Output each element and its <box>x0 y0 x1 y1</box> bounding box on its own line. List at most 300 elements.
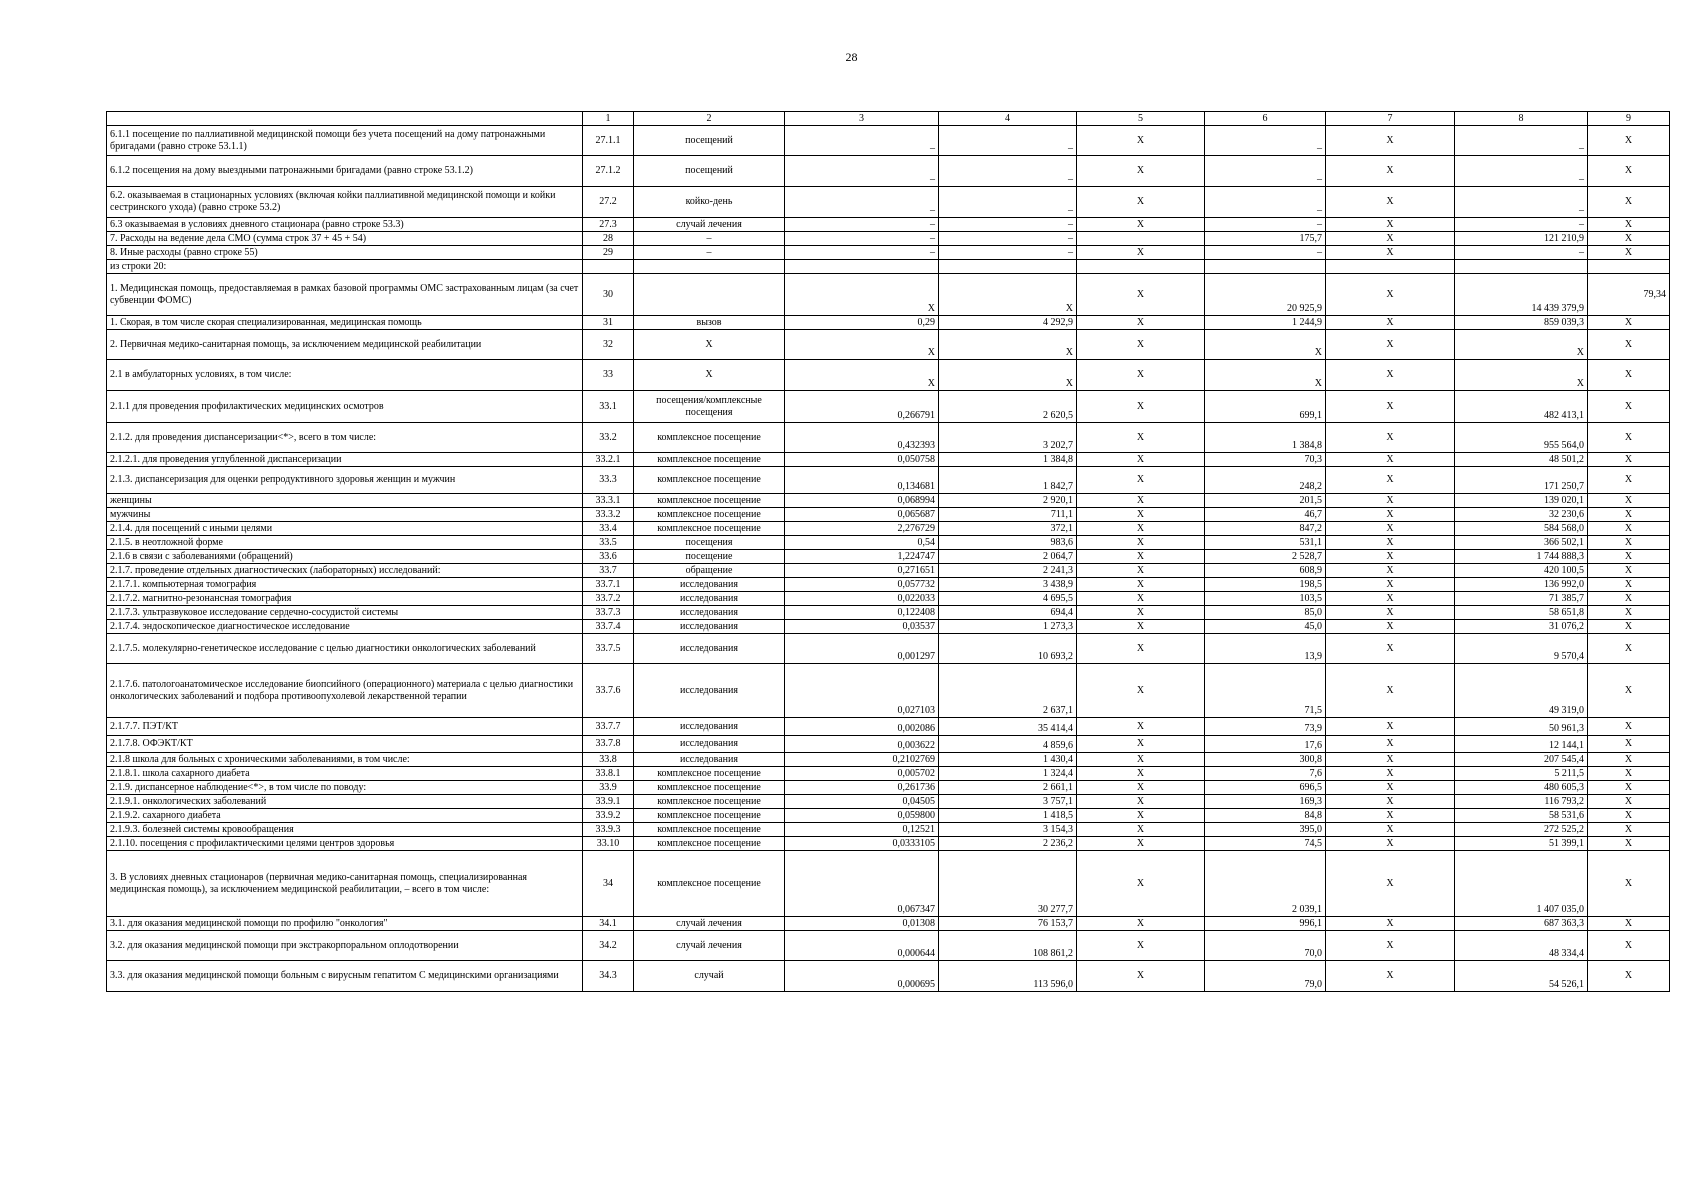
table-cell <box>1077 260 1205 274</box>
table-cell: 372,1 <box>939 522 1077 536</box>
table-cell: 27.1.1 <box>583 126 634 156</box>
table-cell: 34 <box>583 851 634 917</box>
table-cell: 2 241,3 <box>939 564 1077 578</box>
table-cell: – <box>1205 246 1326 260</box>
table-cell: X <box>1588 634 1670 664</box>
table-cell: 33.3.1 <box>583 494 634 508</box>
table-row <box>107 564 1670 578</box>
table-cell: X <box>1077 592 1205 606</box>
table-cell: комплексное посещение <box>634 809 785 823</box>
table-cell: 33.7.1 <box>583 578 634 592</box>
table-row <box>107 736 1670 753</box>
table-cell: посещений <box>634 126 785 156</box>
table-cell: 33.3 <box>583 467 634 494</box>
table-cell: X <box>1326 931 1455 961</box>
table-cell: 0,54 <box>785 536 939 550</box>
table-cell: 51 399,1 <box>1455 837 1588 851</box>
table-cell: вызов <box>634 316 785 330</box>
table-cell: 2 528,7 <box>1205 550 1326 564</box>
table-cell: X <box>1588 494 1670 508</box>
row-label-cell: 2.1.7.1. компьютерная томография <box>107 578 583 592</box>
row-label-cell: 2.1.4. для посещений с иными целями <box>107 522 583 536</box>
table-cell: – <box>785 246 939 260</box>
table-cell: 0,002086 <box>785 718 939 736</box>
table-cell: X <box>1326 522 1455 536</box>
row-label-cell: 7. Расходы на ведение дела СМО (сумма строк 37 + 45 + 54) <box>107 232 583 246</box>
table-cell: 0,04505 <box>785 795 939 809</box>
table-cell: посещения <box>634 536 785 550</box>
table-cell: 48 334,4 <box>1455 931 1588 961</box>
table-cell: 2 236,2 <box>939 837 1077 851</box>
table-cell: 48 501,2 <box>1455 453 1588 467</box>
table-cell: X <box>1326 767 1455 781</box>
table-cell: – <box>634 232 785 246</box>
table-cell: X <box>1326 851 1455 917</box>
table-cell: X <box>1326 536 1455 550</box>
table-cell: 121 210,9 <box>1455 232 1588 246</box>
table-cell: – <box>939 126 1077 156</box>
table-cell: 1 244,9 <box>1205 316 1326 330</box>
table-cell: X <box>1326 592 1455 606</box>
data-table <box>106 111 1670 992</box>
row-label-cell: 2.1.2.1. для проведения углубленной диспансеризации <box>107 453 583 467</box>
table-cell: 248,2 <box>1205 467 1326 494</box>
table-cell: 0,022033 <box>785 592 939 606</box>
table-cell: 33.7.4 <box>583 620 634 634</box>
table-row <box>107 187 1670 218</box>
table-cell: 33.3.2 <box>583 508 634 522</box>
row-label-cell: 2.1.7. проведение отдельных диагностических (лабораторных) исследований: <box>107 564 583 578</box>
header-cell: 4 <box>939 112 1077 126</box>
table-cell: 955 564,0 <box>1455 423 1588 453</box>
row-label-cell: 2.1.7.5. молекулярно-генетическое исследование с целью диагностики онкологических заболеваний <box>107 634 583 664</box>
table-cell: 33.1 <box>583 391 634 423</box>
table-cell: X <box>939 360 1077 391</box>
table-cell: X <box>1588 851 1670 917</box>
table-cell: – <box>785 187 939 218</box>
table-cell: комплексное посещение <box>634 453 785 467</box>
table-cell: 0,12521 <box>785 823 939 837</box>
table-cell: исследования <box>634 664 785 718</box>
table-cell: X <box>1326 795 1455 809</box>
table-cell: 482 413,1 <box>1455 391 1588 423</box>
row-label-cell: 2.1.9.3. болезней системы кровообращения <box>107 823 583 837</box>
table-cell: 30 <box>583 274 634 316</box>
table-cell: 608,9 <box>1205 564 1326 578</box>
table-cell: комплексное посещение <box>634 423 785 453</box>
table-cell: 31 <box>583 316 634 330</box>
row-label-cell: 2.1.5. в неотложной форме <box>107 536 583 550</box>
table-cell: X <box>1326 823 1455 837</box>
table-cell: X <box>1077 550 1205 564</box>
table-cell: 33.9.2 <box>583 809 634 823</box>
table-cell: X <box>1077 620 1205 634</box>
table-cell: X <box>1588 837 1670 851</box>
row-label-cell: 2.1.7.3. ультразвуковое исследование сердечно-сосудистой системы <box>107 606 583 620</box>
table-cell: комплексное посещение <box>634 522 785 536</box>
table-cell: 171 250,7 <box>1455 467 1588 494</box>
table-row <box>107 467 1670 494</box>
table-cell: – <box>1455 246 1588 260</box>
header-cell: 6 <box>1205 112 1326 126</box>
table-cell: 1,224747 <box>785 550 939 564</box>
table-cell: – <box>1455 156 1588 187</box>
table-cell: 0,01308 <box>785 917 939 931</box>
table-cell: исследования <box>634 592 785 606</box>
table-row <box>107 634 1670 664</box>
row-label-cell: 6.2. оказываемая в стационарных условиях (включая койки паллиативной медицинской помощи и койки сестринского ухода) (равно строке 53.2) <box>107 187 583 218</box>
table-cell: 50 961,3 <box>1455 718 1588 736</box>
table-cell: 13,9 <box>1205 634 1326 664</box>
table-cell: X <box>1588 536 1670 550</box>
table-cell: X <box>1588 316 1670 330</box>
table-cell: 0,065687 <box>785 508 939 522</box>
table-cell: – <box>1455 187 1588 218</box>
table-cell: 2 637,1 <box>939 664 1077 718</box>
table-row <box>107 330 1670 360</box>
table-cell: 0,134681 <box>785 467 939 494</box>
table-cell: X <box>1326 664 1455 718</box>
table-cell: X <box>1077 246 1205 260</box>
table-cell: 108 861,2 <box>939 931 1077 961</box>
row-label-cell: 6.3 оказываемая в условиях дневного стационара (равно строке 53.3) <box>107 218 583 232</box>
table-cell: X <box>1326 917 1455 931</box>
table-cell: – <box>785 156 939 187</box>
table-cell: 983,6 <box>939 536 1077 550</box>
table-cell: 0,067347 <box>785 851 939 917</box>
table-row <box>107 260 1670 274</box>
table-cell: 2 661,1 <box>939 781 1077 795</box>
table-cell: X <box>1326 550 1455 564</box>
table-cell: койко-день <box>634 187 785 218</box>
table-cell: – <box>1455 126 1588 156</box>
table-cell: X <box>1205 360 1326 391</box>
table-cell: X <box>1588 246 1670 260</box>
table-cell: комплексное посещение <box>634 508 785 522</box>
table-cell: 12 144,1 <box>1455 736 1588 753</box>
table-cell: 33.7 <box>583 564 634 578</box>
row-label-cell: 2.1 в амбулаторных условиях, в том числе: <box>107 360 583 391</box>
table-cell: 1 324,4 <box>939 767 1077 781</box>
table-cell: X <box>1588 187 1670 218</box>
table-cell: X <box>1588 718 1670 736</box>
table-cell: 33.8 <box>583 753 634 767</box>
table-cell: 33.7.2 <box>583 592 634 606</box>
table-header-row <box>107 112 1670 126</box>
table-cell: 74,5 <box>1205 837 1326 851</box>
table-cell: X <box>939 330 1077 360</box>
table-cell: X <box>1588 467 1670 494</box>
row-label-cell: 8. Иные расходы (равно строке 55) <box>107 246 583 260</box>
table-cell: X <box>1588 232 1670 246</box>
table-cell: 0,003622 <box>785 736 939 753</box>
table-cell: X <box>634 330 785 360</box>
table-cell: X <box>1077 453 1205 467</box>
table-cell: X <box>1588 917 1670 931</box>
table-row <box>107 360 1670 391</box>
table-cell: X <box>1588 578 1670 592</box>
table-row <box>107 550 1670 564</box>
row-label-cell: женщины <box>107 494 583 508</box>
table-cell: 1 430,4 <box>939 753 1077 767</box>
row-label-cell: 2.1.8 школа для больных с хроническими заболеваниями, в том числе: <box>107 753 583 767</box>
table-cell <box>1326 260 1455 274</box>
table-row <box>107 494 1670 508</box>
table-cell: – <box>785 126 939 156</box>
table-cell: – <box>634 246 785 260</box>
table-cell: X <box>1588 620 1670 634</box>
table-cell: 35 414,4 <box>939 718 1077 736</box>
table-row <box>107 232 1670 246</box>
table-cell: X <box>1326 578 1455 592</box>
table-cell: X <box>1077 274 1205 316</box>
table-cell: 847,2 <box>1205 522 1326 536</box>
table-cell: 79,34 <box>1588 274 1670 316</box>
table-row <box>107 218 1670 232</box>
table-cell: 207 545,4 <box>1455 753 1588 767</box>
table-cell: посещение <box>634 550 785 564</box>
table-cell: 4 292,9 <box>939 316 1077 330</box>
table-cell <box>634 260 785 274</box>
row-label-cell: 2.1.7.8. ОФЭКТ/КТ <box>107 736 583 753</box>
table-cell: – <box>1205 218 1326 232</box>
table-cell: X <box>1077 736 1205 753</box>
header-cell: 1 <box>583 112 634 126</box>
table-cell: 0,29 <box>785 316 939 330</box>
table-cell: 0,068994 <box>785 494 939 508</box>
table-cell: 33.2 <box>583 423 634 453</box>
table-row <box>107 837 1670 851</box>
table-cell: 54 526,1 <box>1455 961 1588 992</box>
table-cell: 45,0 <box>1205 620 1326 634</box>
table-cell: комплексное посещение <box>634 795 785 809</box>
table-cell: 300,8 <box>1205 753 1326 767</box>
table-cell: X <box>1077 467 1205 494</box>
table-cell: 0,001297 <box>785 634 939 664</box>
table-cell: исследования <box>634 753 785 767</box>
header-cell: 5 <box>1077 112 1205 126</box>
table-cell: 113 596,0 <box>939 961 1077 992</box>
table-cell: X <box>1326 391 1455 423</box>
table-cell: X <box>1588 795 1670 809</box>
table-row <box>107 246 1670 260</box>
table-cell: X <box>1588 664 1670 718</box>
table-cell: X <box>1588 330 1670 360</box>
header-cell: 3 <box>785 112 939 126</box>
table-cell: 0,122408 <box>785 606 939 620</box>
page-number: 28 <box>845 50 858 64</box>
table-cell: 79,0 <box>1205 961 1326 992</box>
table-cell: комплексное посещение <box>634 851 785 917</box>
table-cell: X <box>939 274 1077 316</box>
table-cell: 33.9 <box>583 781 634 795</box>
table-cell: X <box>1326 453 1455 467</box>
table-cell: X <box>1077 823 1205 837</box>
table-cell: комплексное посещение <box>634 494 785 508</box>
table-cell: X <box>1326 232 1455 246</box>
table-cell: 58 651,8 <box>1455 606 1588 620</box>
table-cell: исследования <box>634 718 785 736</box>
table-cell: 34.3 <box>583 961 634 992</box>
table-cell: 687 363,3 <box>1455 917 1588 931</box>
table-row <box>107 753 1670 767</box>
table-cell: X <box>1326 156 1455 187</box>
table-cell: – <box>1205 126 1326 156</box>
table-cell: X <box>1205 330 1326 360</box>
header-cell <box>107 112 583 126</box>
table-cell: 2 920,1 <box>939 494 1077 508</box>
table-cell: 71 385,7 <box>1455 592 1588 606</box>
table-cell: X <box>1326 187 1455 218</box>
row-label-cell: 1. Скорая, в том числе скорая специализированная, медицинская помощь <box>107 316 583 330</box>
table-cell: X <box>1077 851 1205 917</box>
row-label-cell: из строки 20: <box>107 260 583 274</box>
table-cell: комплексное посещение <box>634 837 785 851</box>
table-cell: 1 273,3 <box>939 620 1077 634</box>
table-cell: X <box>1326 564 1455 578</box>
table-cell: 33.4 <box>583 522 634 536</box>
table-cell: X <box>1077 809 1205 823</box>
table-cell: 696,5 <box>1205 781 1326 795</box>
table-cell: 28 <box>583 232 634 246</box>
table-cell: X <box>1455 360 1588 391</box>
table-row <box>107 809 1670 823</box>
table-cell: – <box>785 232 939 246</box>
table-cell: 0,266791 <box>785 391 939 423</box>
table-cell: 27.1.2 <box>583 156 634 187</box>
row-label-cell: 2.1.8.1. школа сахарного диабета <box>107 767 583 781</box>
table-cell: 1 418,5 <box>939 809 1077 823</box>
table-cell: посещения/комплексные посещения <box>634 391 785 423</box>
table-cell: 71,5 <box>1205 664 1326 718</box>
table-cell: X <box>1588 606 1670 620</box>
table-cell: X <box>1326 634 1455 664</box>
table-row <box>107 961 1670 992</box>
table-cell <box>1455 260 1588 274</box>
table-cell: X <box>1077 634 1205 664</box>
table-cell: 169,3 <box>1205 795 1326 809</box>
table-cell: X <box>1077 917 1205 931</box>
table-cell: случай лечения <box>634 917 785 931</box>
table-cell: 27.2 <box>583 187 634 218</box>
table-cell: 33.7.8 <box>583 736 634 753</box>
table-cell: 7,6 <box>1205 767 1326 781</box>
table-cell: – <box>1205 187 1326 218</box>
table-cell: 9 570,4 <box>1455 634 1588 664</box>
table-cell: X <box>1588 453 1670 467</box>
table-cell: X <box>1326 274 1455 316</box>
table-cell: 201,5 <box>1205 494 1326 508</box>
table-cell: X <box>1588 522 1670 536</box>
table-row <box>107 536 1670 550</box>
row-label-cell: 6.1.1 посещение по паллиативной медицинской помощи без учета посещений на дому патронажными бригадами (равно строке 53.1.1) <box>107 126 583 156</box>
table-row <box>107 274 1670 316</box>
table-cell: комплексное посещение <box>634 823 785 837</box>
table-cell: X <box>1588 592 1670 606</box>
row-label-cell: 2.1.3. диспансеризация для оценки репродуктивного здоровья женщин и мужчин <box>107 467 583 494</box>
table-cell: X <box>1077 767 1205 781</box>
table-cell: X <box>1326 837 1455 851</box>
table-row <box>107 126 1670 156</box>
table-cell: X <box>785 274 939 316</box>
table-cell: 29 <box>583 246 634 260</box>
table-cell: X <box>1326 809 1455 823</box>
table-cell: X <box>1588 126 1670 156</box>
table-cell: исследования <box>634 620 785 634</box>
table-row <box>107 851 1670 917</box>
row-label-cell: 2.1.6 в связи с заболеваниями (обращений) <box>107 550 583 564</box>
table-cell: 31 076,2 <box>1455 620 1588 634</box>
table-cell: 3 202,7 <box>939 423 1077 453</box>
table-cell: – <box>939 246 1077 260</box>
table-cell: 76 153,7 <box>939 917 1077 931</box>
table-row <box>107 606 1670 620</box>
row-label-cell: 2.1.7.4. эндоскопическое диагностическое исследование <box>107 620 583 634</box>
table-cell: X <box>1077 360 1205 391</box>
table-cell: исследования <box>634 634 785 664</box>
table-cell: 33.8.1 <box>583 767 634 781</box>
table-cell: X <box>1588 736 1670 753</box>
table-cell: 33.7.5 <box>583 634 634 664</box>
table-cell: X <box>1077 494 1205 508</box>
table-cell: 711,1 <box>939 508 1077 522</box>
row-label-cell: 6.1.2 посещения на дому выездными патронажными бригадами (равно строке 53.1.2) <box>107 156 583 187</box>
table-cell: X <box>1326 330 1455 360</box>
table-cell: X <box>1326 316 1455 330</box>
table-cell: 3 757,1 <box>939 795 1077 809</box>
table-cell: X <box>1077 522 1205 536</box>
table-cell: X <box>785 330 939 360</box>
row-label-cell: 2.1.9. диспансерное наблюдение<*>, в том числе по поводу: <box>107 781 583 795</box>
table-cell: 420 100,5 <box>1455 564 1588 578</box>
table-cell: 0,000644 <box>785 931 939 961</box>
table-cell: 10 693,2 <box>939 634 1077 664</box>
table-cell: 272 525,2 <box>1455 823 1588 837</box>
table-cell: – <box>939 187 1077 218</box>
table-cell: 5 211,5 <box>1455 767 1588 781</box>
table-row <box>107 423 1670 453</box>
table-cell: X <box>1326 467 1455 494</box>
table-cell: X <box>1077 564 1205 578</box>
table-cell <box>634 274 785 316</box>
table-cell: X <box>1077 508 1205 522</box>
table-cell: 0,027103 <box>785 664 939 718</box>
table-cell: 0,057732 <box>785 578 939 592</box>
table-cell: X <box>1326 494 1455 508</box>
table-row <box>107 453 1670 467</box>
table-row <box>107 823 1670 837</box>
table-cell: X <box>1077 187 1205 218</box>
table-cell: 1 842,7 <box>939 467 1077 494</box>
table-cell: 0,005702 <box>785 767 939 781</box>
table-cell: 366 502,1 <box>1455 536 1588 550</box>
table-cell: 70,0 <box>1205 931 1326 961</box>
table-cell: X <box>1588 961 1670 992</box>
table-cell: 0,059800 <box>785 809 939 823</box>
row-label-cell: 2.1.9.1. онкологических заболеваний <box>107 795 583 809</box>
table-row <box>107 620 1670 634</box>
table-cell: 30 277,7 <box>939 851 1077 917</box>
table-cell: X <box>1588 360 1670 391</box>
table-cell: X <box>1326 360 1455 391</box>
table-cell: 699,1 <box>1205 391 1326 423</box>
table-cell: 33.7.3 <box>583 606 634 620</box>
table-cell: 27.3 <box>583 218 634 232</box>
table-cell <box>1588 260 1670 274</box>
table-row <box>107 592 1670 606</box>
table-cell: 859 039,3 <box>1455 316 1588 330</box>
table-cell: X <box>1077 578 1205 592</box>
